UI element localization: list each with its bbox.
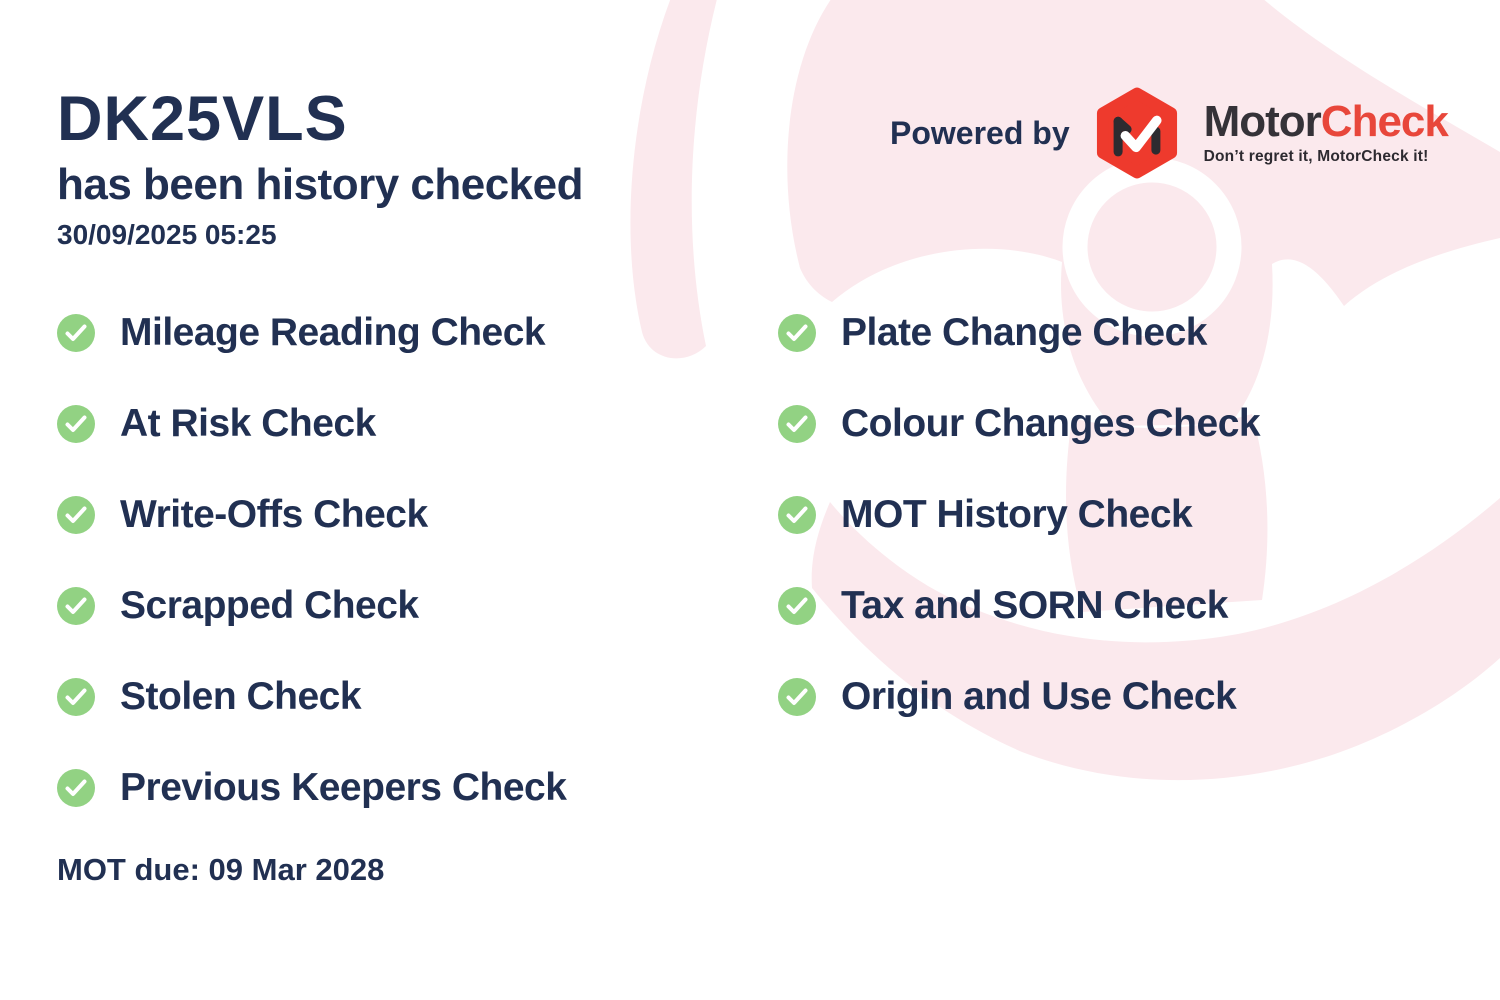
brand-name-check: Check	[1320, 97, 1448, 146]
check-item-label: Colour Changes Check	[841, 402, 1261, 445]
mot-due-label: MOT due: 09 Mar 2028	[57, 852, 385, 887]
check-item	[778, 469, 1260, 560]
check-circle-icon	[57, 405, 95, 443]
registration-plate: DK25VLS	[57, 84, 348, 154]
check-item	[57, 742, 566, 833]
check-item-label: Plate Change Check	[841, 311, 1207, 354]
check-circle-icon	[778, 405, 816, 443]
check-item-label: Tax and SORN Check	[841, 584, 1228, 627]
check-circle-icon	[778, 587, 816, 625]
check-circle-icon	[57, 314, 95, 352]
checks-column-left	[57, 287, 566, 833]
check-circle-icon	[57, 587, 95, 625]
check-circle-icon	[778, 496, 816, 534]
check-item-label: At Risk Check	[120, 402, 376, 445]
check-item-label: Write-Offs Check	[120, 493, 428, 536]
check-item	[778, 378, 1260, 469]
check-item-label: Previous Keepers Check	[120, 766, 567, 809]
check-circle-icon	[778, 678, 816, 716]
powered-by-label: Powered by	[890, 114, 1070, 151]
check-item	[57, 378, 566, 469]
powered-by-block	[890, 86, 1448, 180]
check-item	[57, 469, 566, 560]
check-item	[778, 651, 1260, 742]
checks-column-right	[778, 287, 1260, 742]
check-circle-icon	[57, 769, 95, 807]
check-item	[778, 560, 1260, 651]
check-item	[57, 287, 566, 378]
check-circle-icon	[57, 678, 95, 716]
page-subtitle: has been history checked	[57, 160, 583, 209]
check-item-label: Origin and Use Check	[841, 675, 1237, 718]
check-timestamp: 30/09/2025 05:25	[57, 219, 277, 250]
check-item-label: Scrapped Check	[120, 584, 419, 627]
check-item-label: MOT History Check	[841, 493, 1193, 536]
check-item	[57, 560, 566, 651]
brand-tagline: Don’t regret it, MotorCheck it!	[1203, 148, 1429, 165]
check-circle-icon	[57, 496, 95, 534]
check-item-label: Stolen Check	[120, 675, 362, 718]
check-item-label: Mileage Reading Check	[120, 311, 546, 354]
check-circle-icon	[778, 314, 816, 352]
check-item	[778, 287, 1260, 378]
check-item	[57, 651, 566, 742]
brand-name	[1203, 97, 1448, 146]
brand-wordmark	[1203, 97, 1448, 166]
brand-name-motor: Motor	[1203, 97, 1321, 146]
header	[57, 84, 583, 250]
motorcheck-hexagon-logo-icon	[1092, 86, 1182, 180]
